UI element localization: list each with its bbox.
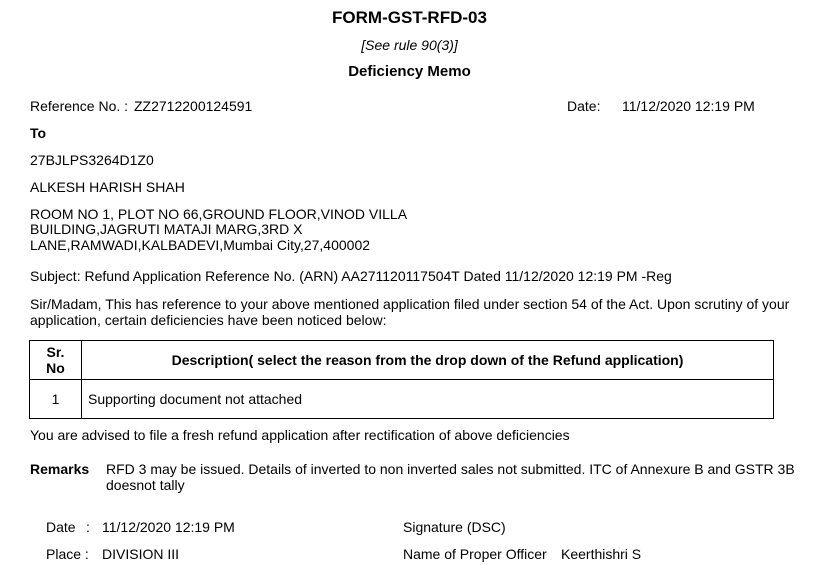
footer-place-value: DIVISION III bbox=[102, 546, 180, 562]
officer-name: Keerthishri S bbox=[561, 546, 642, 562]
footer-place-label: Place : bbox=[46, 546, 89, 562]
table-header-row bbox=[30, 341, 774, 380]
footer-date-label: Date bbox=[46, 519, 76, 535]
cell-sr-no: 1 bbox=[30, 380, 82, 419]
table-row bbox=[30, 380, 774, 419]
footer-date-value: 11/12/2020 12:19 PM bbox=[102, 519, 235, 535]
remarks-line-2: doesnot tally bbox=[106, 477, 185, 493]
date-label: Date: bbox=[567, 98, 601, 114]
column-header-sr-no: Sr. No bbox=[30, 341, 82, 380]
recipient-gstin: 27BJLPS3264D1Z0 bbox=[30, 152, 154, 168]
advice-text: You are advised to file a fresh refund application after rectification of above deficiencies bbox=[30, 427, 570, 443]
signature-label: Signature (DSC) bbox=[403, 519, 506, 535]
rule-reference: [See rule 90(3)] bbox=[361, 37, 458, 53]
remarks-label: Remarks bbox=[30, 461, 90, 477]
officer-label: Name of Proper Officer bbox=[403, 546, 547, 562]
column-header-description: Description( select the reason from the drop down of the Refund application) bbox=[82, 341, 774, 380]
subject-line: Subject: Refund Application Reference No. (ARN) AA271120117504T Dated 11/12/2020 12:19 PM -Reg bbox=[30, 268, 672, 284]
cell-description: Supporting document not attached bbox=[82, 380, 774, 419]
deficiency-table bbox=[29, 340, 774, 419]
address-line-1: ROOM NO 1, PLOT NO 66,GROUND FLOOR,VINOD VILLA bbox=[30, 206, 408, 222]
recipient-name: ALKESH HARISH SHAH bbox=[30, 179, 185, 195]
form-title: FORM-GST-RFD-03 bbox=[332, 8, 487, 27]
reference-label: Reference No. : bbox=[30, 98, 129, 114]
remarks-line-1: RFD 3 may be issued. Details of inverted to non inverted sales not submitted. ITC of Annexure B and GSTR 3B bbox=[106, 461, 795, 477]
date-value: 11/12/2020 12:19 PM bbox=[622, 98, 755, 114]
address-line-3: LANE,RAMWADI,KALBADEVI,Mumbai City,27,400002 bbox=[30, 237, 371, 253]
body-line-1: Sir/Madam, This has reference to your above mentioned application filed under section 54 of the Act. Upon scrutiny of your bbox=[30, 296, 790, 312]
address-line-2: BUILDING,JAGRUTI MATAJI MARG,3RD X bbox=[30, 221, 303, 237]
reference-value: ZZ2712200124591 bbox=[134, 98, 253, 114]
to-label: To bbox=[30, 125, 47, 141]
body-line-2: application, certain deficiencies have been noticed below: bbox=[30, 312, 387, 328]
footer-date-separator: : bbox=[86, 519, 90, 535]
memo-title: Deficiency Memo bbox=[348, 63, 471, 80]
